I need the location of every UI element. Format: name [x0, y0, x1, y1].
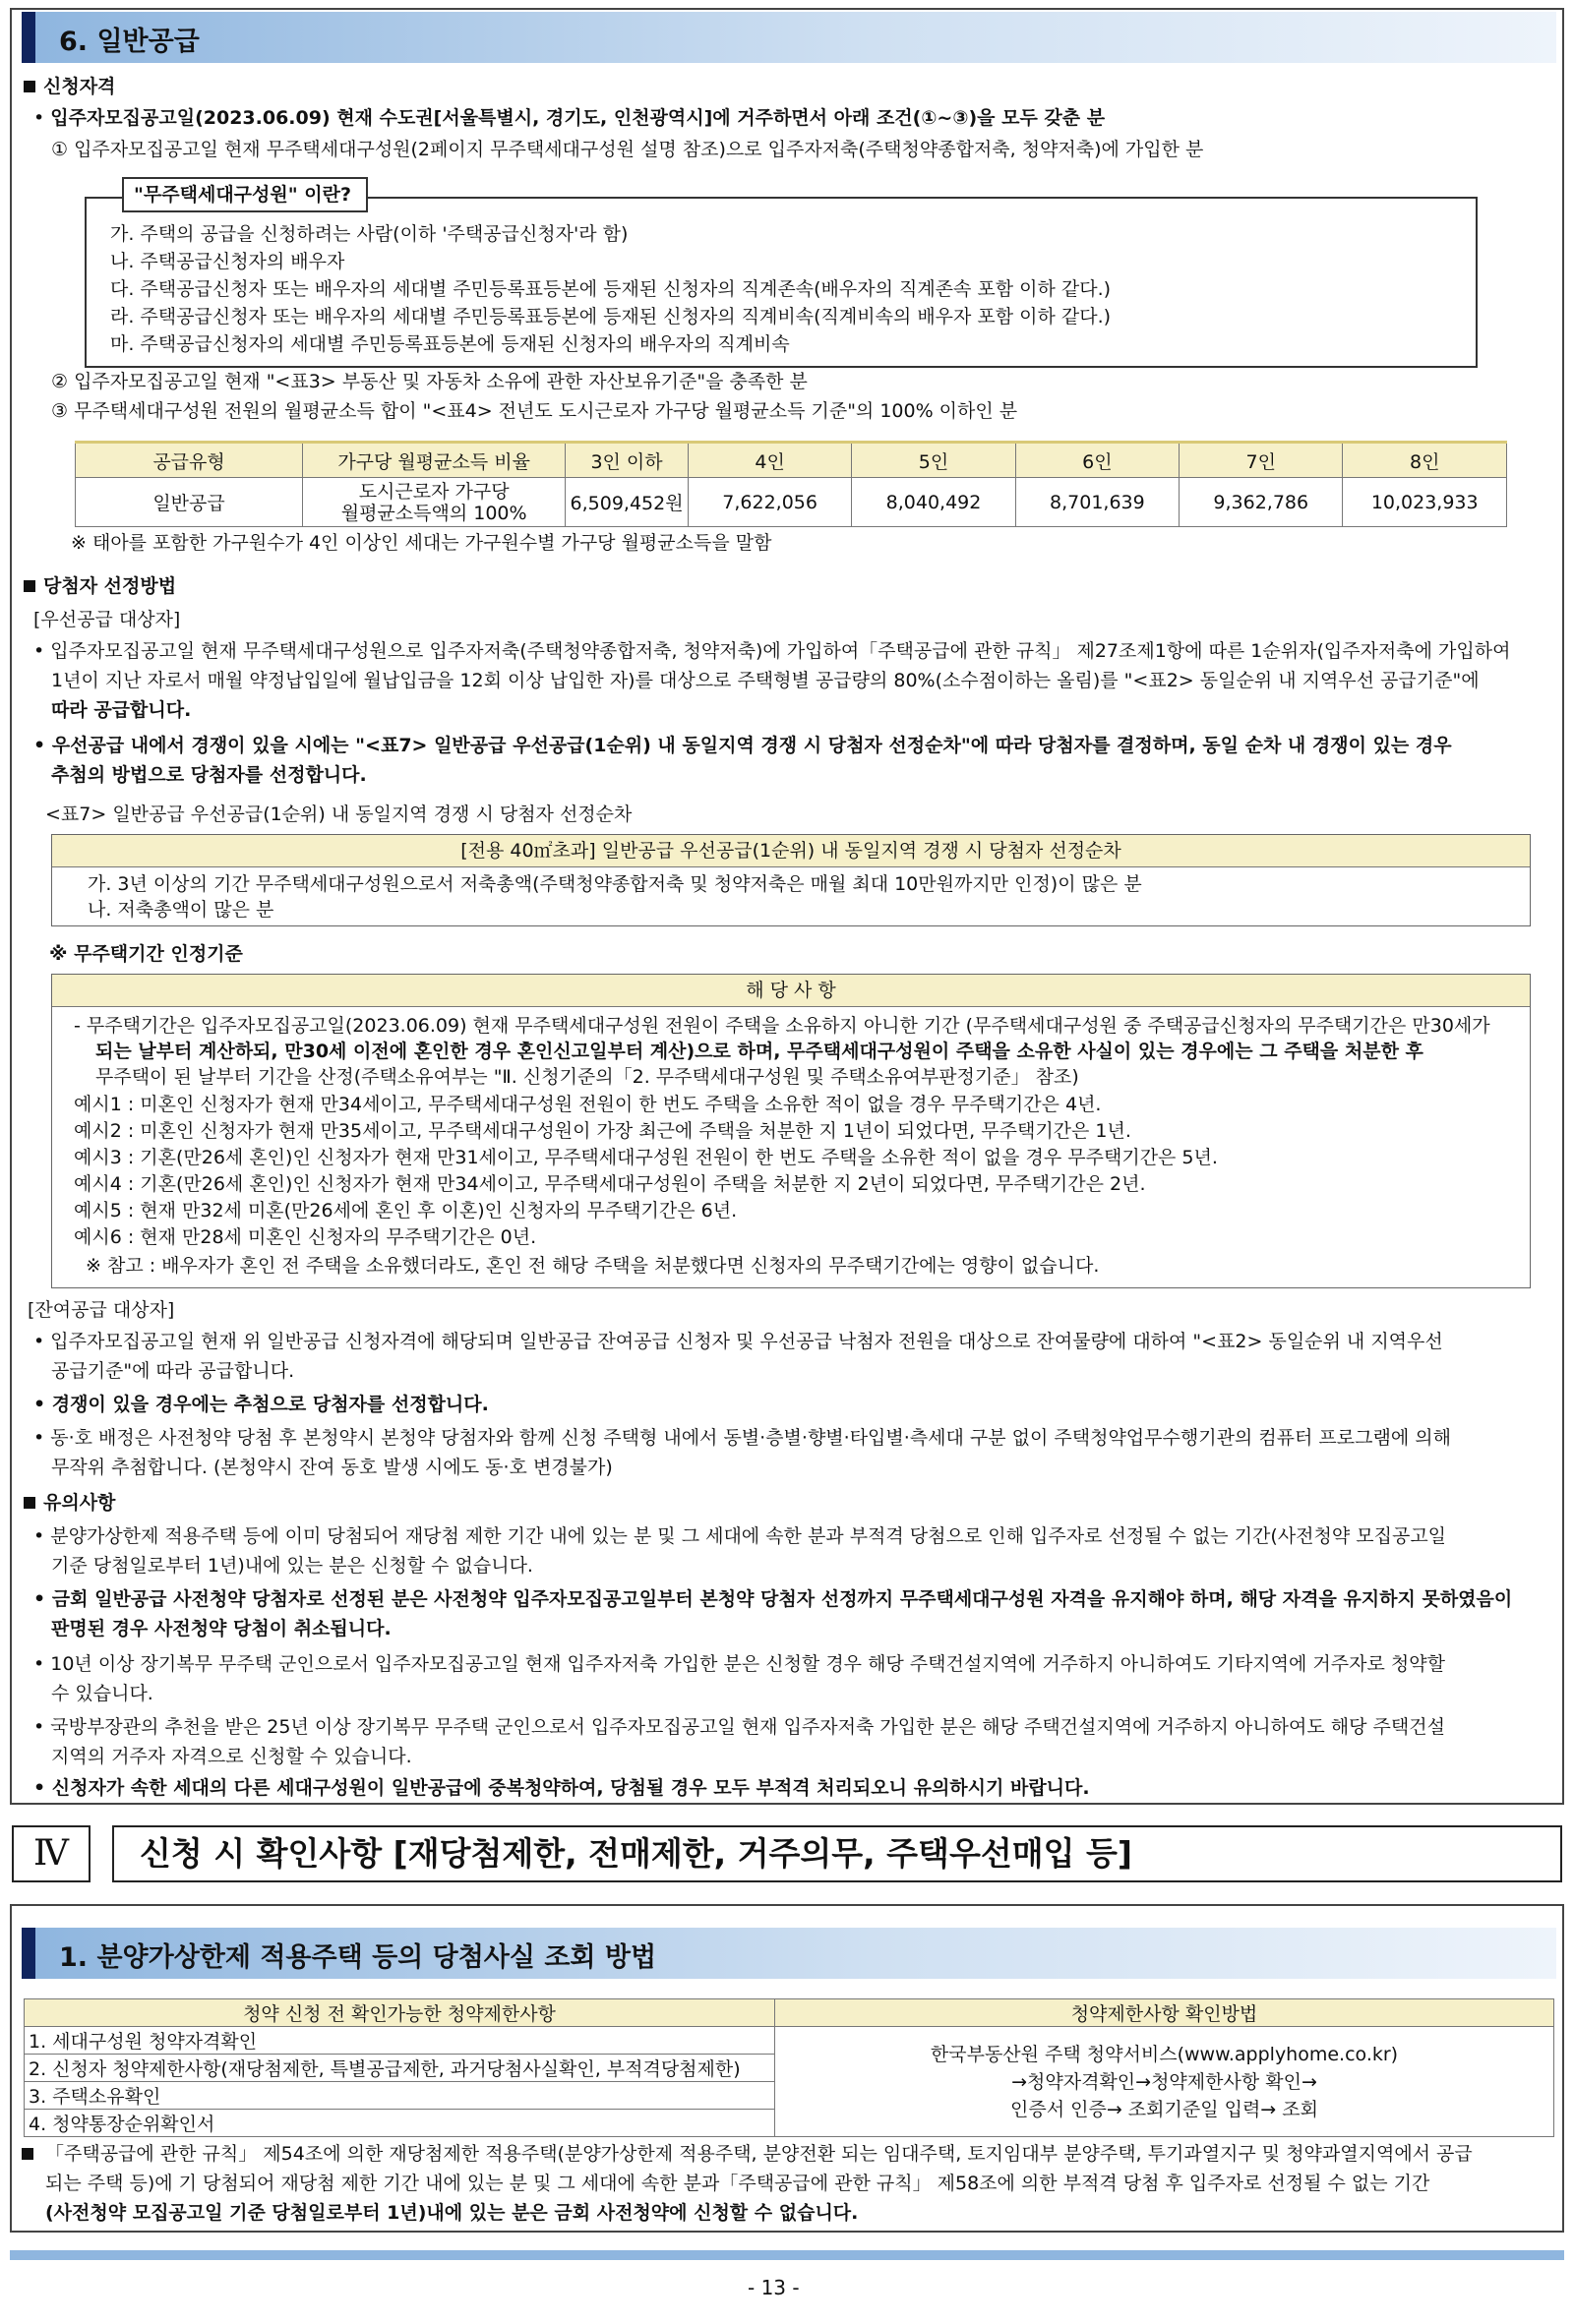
footer-line [10, 2250, 1564, 2260]
priority-text: 추첨의 방법으로 당첨자를 선정합니다. [51, 764, 367, 786]
check-item: 1. 세대구성원 청약자격확인 [25, 2027, 775, 2055]
check-item: 4. 청약통장순위확인서 [25, 2110, 775, 2137]
income-table [75, 441, 1507, 527]
table7-line: 나. 저축총액이 많은 분 [88, 899, 274, 921]
check-left-header: 청약 신청 전 확인가능한 청약제한사항 [25, 1999, 775, 2027]
qualification-condition-1: ① 입주자모집공고일 현재 무주택세대구성원(2페이지 무주택세대구성원 설명 참조)으로 입주자저축(주택청약종합저축, 청약저축)에 가입한 분 [51, 139, 1204, 160]
page-number: - 13 - [748, 2276, 800, 2299]
remain-text: • 입주자모집공고일 현재 위 일반공급 신청자격에 해당되며 일반공급 잔여공급 신청자 및 우선공급 낙첨자 전원을 대상으로 잔여물량에 대하여 "<표2> 동일순위 내 지역우선 [33, 1331, 1443, 1352]
check-right-header: 청약제한사항 확인방법 [775, 1999, 1554, 2027]
check-item: 2. 신청자 청약제한사항(재당첨제한, 특별공급제한, 과거당첨사실확인, 부적격당첨제한) [25, 2055, 775, 2082]
nohouse-example: 예시3 : 기혼(만26세 혼인)인 신청자가 현재 만31세이고, 무주택세대구성원 전원이 한 번도 주택을 소유한 적이 없을 경우 무주택기간은 5년. [74, 1147, 1218, 1168]
table7-line: 가. 3년 이상의 기간 무주택세대구성원으로서 저축총액(주택청약종합저축 및 청약저축은 매월 최대 10만원까지만 인정)이 많은 분 [88, 873, 1142, 895]
income-header-cell: 공급유형 [76, 443, 303, 478]
chapter-numeral: Ⅳ [12, 1825, 91, 1882]
income-value-cell: 8,701,639 [1015, 478, 1179, 527]
income-table-note: ※ 태아를 포함한 가구원수가 4인 이상인 세대는 가구원수별 가구당 월평균소득을 말함 [71, 532, 772, 554]
nohouse-example: 예시2 : 미혼인 신청자가 현재 만35세이고, 무주택세대구성원이 가장 최근에 주택을 처분한 지 1년이 되었다면, 무주택기간은 1년. [74, 1120, 1131, 1142]
notice-text: • 국방부장관의 추천을 받은 25년 이상 장기복무 무주택 군인으로서 입주자모집공고일 현재 입주자저축 가입한 분은 해당 주택건설지역에 거주하지 아니하여도 해당 주택건설 [33, 1716, 1445, 1738]
bullet-square-icon [24, 1497, 35, 1509]
income-header-cell: 4인 [688, 443, 851, 478]
nohouse-example: 예시1 : 미혼인 신청자가 현재 만34세이고, 무주택세대구성원 전원이 한 번도 주택을 소유한 적이 없을 경우 무주택기간은 4년. [74, 1094, 1102, 1115]
definition-line: 라. 주택공급신청자 또는 배우자의 세대별 주민등록표등본에 등재된 신청자의 직계비속(직계비속의 배우자 포함 이하 같다.) [110, 306, 1112, 328]
section-6-header [22, 12, 1556, 63]
nohouse-example: 예시6 : 현재 만28세 미혼인 신청자의 무주택기간은 0년. [74, 1226, 537, 1248]
section-1-title: 1. 분양가상한제 적용주택 등의 당첨사실 조회 방법 [59, 1942, 657, 1973]
notice-text: • 분양가상한제 적용주택 등에 이미 당첨되어 재당첨 제한 기간 내에 있는 분 및 그 세대에 속한 분과 부적격 당첨으로 인해 입주자로 선정될 수 없는 기간(사전청약 모집공고일 [33, 1525, 1447, 1547]
section-1-header [22, 1928, 1556, 1979]
rule-text: (사전청약 모집공고일 기준 당첨일로부터 1년)내에 있는 분은 금회 사전청약에 신청할 수 없습니다. [45, 2202, 859, 2224]
income-header-cell: 5인 [852, 443, 1015, 478]
nohouse-header: 해 당 사 항 [52, 975, 1530, 1007]
definition-line: 나. 주택공급신청자의 배우자 [110, 251, 345, 272]
check-table [24, 1998, 1554, 2137]
priority-text: • 입주자모집공고일 현재 무주택세대구성원으로 입주자저축(주택청약종합저축, 청약저축)에 가입하여「주택공급에 관한 규칙」 제27조제1항에 따른 1순위자(입주자저축에 가입하여 [33, 640, 1511, 662]
notice-text: 기준 당첨일로부터 1년)내에 있는 분은 신청할 수 없습니다. [51, 1555, 533, 1577]
notice-text: 수 있습니다. [51, 1683, 153, 1704]
income-value-cell: 7,622,056 [688, 478, 851, 527]
nohouse-text: 되는 날부터 계산하되, 만30세 이전에 혼인한 경우 혼인신고일부터 계산)으로 하며, 무주택세대구성원이 주택을 소유한 사실이 있는 경우에는 그 주택을 처분한 후 [95, 1041, 1423, 1062]
priority-text: 따라 공급합니다. [51, 699, 192, 721]
income-value-cell: 8,040,492 [852, 478, 1015, 527]
qualification-main: • 입주자모집공고일(2023.06.09) 현재 수도권[서울특별시, 경기도, 인천광역시]에 거주하면서 아래 조건(①~③)을 모두 갖춘 분 [33, 107, 1106, 129]
nohouse-box [51, 974, 1531, 1288]
chapter-title: 신청 시 확인사항 [재당첨제한, 전매제한, 거주의무, 주택우선매입 등] [112, 1825, 1562, 1882]
notice-text: • 금회 일반공급 사전청약 당첨자로 선정된 분은 사전청약 입주자모집공고일부터 본청약 당첨자 선정까지 무주택세대구성원 자격을 유지해야 하며, 해당 자격을 유지하지 못하였음이 [33, 1588, 1513, 1610]
notice-text: • 10년 이상 장기복무 무주택 군인으로서 입주자모집공고일 현재 입주자저축 가입한 분은 신청할 경우 해당 주택건설지역에 거주하지 아니하여도 기타지역에 거주자로 청약할 [33, 1653, 1445, 1675]
selection-heading: 당첨자 선정방법 [43, 575, 177, 597]
remain-text: • 경쟁이 있을 경우에는 추첨으로 당첨자를 선정합니다. [33, 1394, 489, 1415]
notice-text: 지역의 거주자 자격으로 신청할 수 있습니다. [51, 1746, 412, 1767]
nohouse-label: ※ 무주택기간 인정기준 [49, 943, 243, 965]
remain-text: 무작위 추첨합니다. (본청약시 잔여 동호 발생 시에도 동·호 변경불가) [51, 1457, 613, 1478]
income-header-cell: 7인 [1180, 443, 1343, 478]
nohouse-note: ※ 참고 : 배우자가 혼인 전 주택을 소유했더라도, 혼인 전 해당 주택을 처분했다면 신청자의 무주택기간에는 영향이 없습니다. [86, 1255, 1100, 1277]
remain-text: 공급기준"에 따라 공급합니다. [51, 1360, 295, 1382]
income-header-cell: 3인 이하 [566, 443, 689, 478]
income-value-cell: 6,509,452원 [566, 478, 689, 527]
income-row-ratio: 도시근로자 가구당 월평균소득액의 100% [303, 478, 566, 527]
section-6-title: 6. 일반공급 [59, 27, 200, 57]
table7-box [51, 834, 1531, 926]
notice-text: 판명된 경우 사전청약 당첨이 취소됩니다. [51, 1618, 392, 1639]
nohouse-text: 무주택이 된 날부터 기간을 산정(주택소유여부는 "Ⅱ. 신청기준의「2. 무주택세대구성원 및 주택소유여부판정기준」 참조) [95, 1066, 1079, 1088]
rule-text: 되는 주택 등)에 기 당첨되어 재당첨 제한 기간 내에 있는 분 및 그 세대에 속한 분과「주택공급에 관한 규칙」 제58조에 의한 부적격 당첨 후 입주자로 선정될 수 없는 기간 [45, 2173, 1430, 2194]
nohouse-text: - 무주택기간은 입주자모집공고일(2023.06.09) 현재 무주택세대구성원 전원이 주택을 소유하지 아니한 기간 (무주택세대구성원 중 주택공급신청자의 무주택기간은 만30세가 [74, 1015, 1490, 1037]
qualification-condition-3: ③ 무주택세대구성원 전원의 월평균소득 합이 "<표4> 전년도 도시근로자 가구당 월평균소득 기준"의 100% 이하인 분 [51, 400, 1018, 422]
income-value-cell: 9,362,786 [1180, 478, 1343, 527]
income-value-cell: 10,023,933 [1343, 478, 1507, 527]
bullet-square-icon [22, 2148, 33, 2160]
priority-text: • 우선공급 내에서 경쟁이 있을 시에는 "<표7> 일반공급 우선공급(1순위) 내 동일지역 경쟁 시 당첨자 선정순차"에 따라 당첨자를 결정하며, 동일 순차 내 경쟁이 있는 경우 [33, 735, 1452, 756]
priority-label: [우선공급 대상자] [33, 609, 181, 630]
income-header-cell: 6인 [1015, 443, 1179, 478]
income-header-cell: 8인 [1343, 443, 1507, 478]
income-header-cell: 가구당 월평균소득 비율 [303, 443, 566, 478]
notice-text: • 신청자가 속한 세대의 다른 세대구성원이 일반공급에 중복청약하여, 당첨될 경우 모두 부적격 처리되오니 유의하시기 바랍니다. [33, 1777, 1090, 1799]
check-item: 3. 주택소유확인 [25, 2082, 775, 2110]
definition-line: 다. 주택공급신청자 또는 배우자의 세대별 주민등록표등본에 등재된 신청자의 직계존속(배우자의 직계존속 포함 이하 같다.) [110, 278, 1112, 300]
bullet-square-icon [24, 81, 35, 92]
check-method: 한국부동산원 주택 청약서비스(www.applyhome.co.kr) →청약자격확인→청약제한사항 확인→ 인증서 인증→ 조회기준일 입력→ 조회 [775, 2027, 1554, 2137]
income-row-type: 일반공급 [76, 478, 303, 527]
nohouse-example: 예시4 : 기혼(만26세 혼인)인 신청자가 현재 만34세이고, 무주택세대구성원이 주택을 처분한 지 2년이 되었다면, 무주택기간은 2년. [74, 1173, 1146, 1195]
qualification-heading: 신청자격 [43, 76, 116, 97]
notice-heading: 유의사항 [43, 1492, 116, 1514]
bullet-square-icon [24, 580, 35, 592]
remain-label: [잔여공급 대상자] [28, 1299, 175, 1321]
rule-text: 「주택공급에 관한 규칙」 제54조에 의한 재당첨제한 적용주택(분양가상한제 적용주택, 분양전환 되는 임대주택, 토지임대부 분양주택, 투기과열지구 및 청약과열지역에서 공급 [45, 2143, 1473, 2165]
definition-line: 마. 주택공급신청자의 세대별 주민등록표등본에 등재된 신청자의 배우자의 직계비속 [110, 333, 790, 355]
household-definition-label: "무주택세대구성원" 이란? [122, 177, 368, 212]
remain-text: • 동·호 배정은 사전청약 당첨 후 본청약시 본청약 당첨자와 함께 신청 주택형 내에서 동별·층별·향별·타입별·측세대 구분 없이 주택청약업무수행기관의 컴퓨터 프로그램에 의해 [33, 1427, 1451, 1449]
nohouse-example: 예시5 : 현재 만32세 미혼(만26세에 혼인 후 이혼)인 신청자의 무주택기간은 6년. [74, 1200, 738, 1222]
table7-header: [전용 40㎡초과] 일반공급 우선공급(1순위) 내 동일지역 경쟁 시 당첨자 선정순차 [52, 835, 1530, 867]
priority-text: 1년이 지난 자로서 매월 약정납입일에 월납입금을 12회 이상 납입한 자)를 대상으로 주택형별 공급량의 80%(소수점이하는 올림)를 "<표2> 동일순위 내 지역우선 공급기준"에 [51, 670, 1480, 691]
qualification-condition-2: ② 입주자모집공고일 현재 "<표3> 부동산 및 자동차 소유에 관한 자산보유기준"을 충족한 분 [51, 371, 808, 392]
table7-caption: <표7> 일반공급 우선공급(1순위) 내 동일지역 경쟁 시 당첨자 선정순차 [45, 804, 633, 825]
definition-line: 가. 주택의 공급을 신청하려는 사람(이하 '주택공급신청자'라 함) [110, 223, 629, 245]
